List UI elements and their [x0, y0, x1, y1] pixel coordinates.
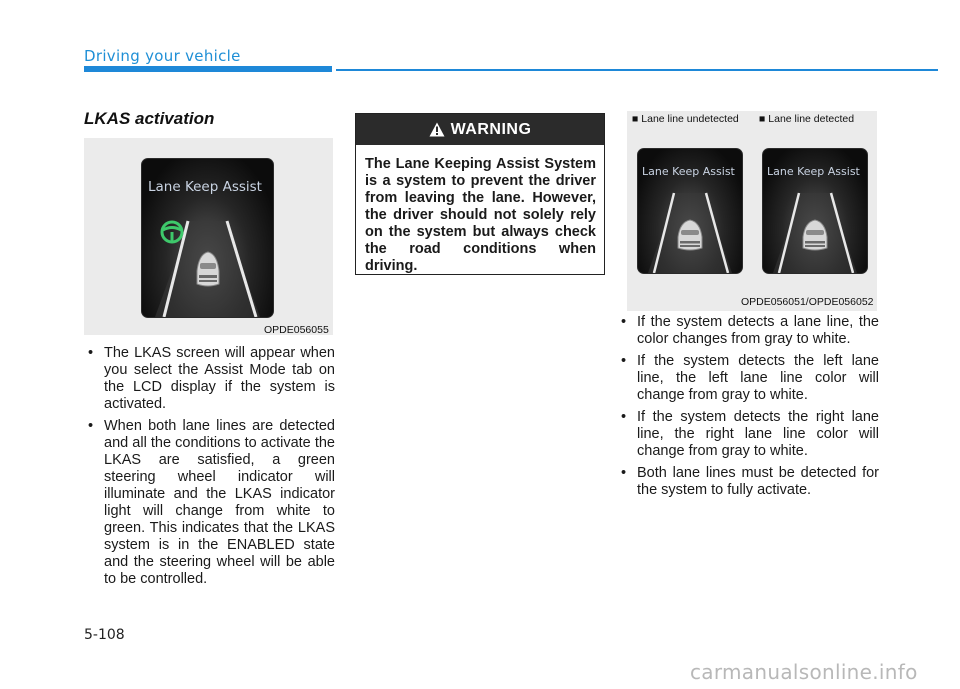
- watermark[interactable]: carmanualsonline.info: [690, 660, 918, 684]
- screen-title: Lane Keep Assist: [148, 179, 262, 195]
- section-title: Driving your vehicle: [84, 47, 241, 65]
- page-number: 5-108: [84, 627, 125, 643]
- lane-scene: [142, 159, 273, 317]
- cluster-screen-undetected: [637, 148, 743, 274]
- warning-box: [355, 113, 605, 275]
- legend-lane-undetected: ■ Lane line undetected: [632, 113, 739, 125]
- warning-text: The Lane Keeping Assist System is a system to prevent the driver from leaving the lane. However, the driver should not solely rely on the system but always check the road conditions when driving.: [365, 156, 596, 274]
- steering-wheel-indicator-icon: [162, 222, 182, 242]
- cluster-screen-detected: [762, 148, 868, 274]
- figure-code: OPDE056051/OPDE056052: [741, 296, 874, 308]
- list-item: • If the system detects the right lane line, the right lane line color will change from gray to white.: [617, 409, 879, 460]
- right-bullet-list: [617, 314, 879, 504]
- warning-title: WARNING: [450, 120, 532, 138]
- figure-code: OPDE056055: [264, 324, 329, 336]
- cluster-screen: [141, 158, 274, 318]
- lane-scene: [763, 149, 867, 273]
- list-item: • When both lane lines are detected and all the conditions to activate the LKAS are satisfied, a green steering wheel indicator will illuminate and the LKAS indicator light will change from white to green. This indicates that the LKAS system is in the ENABLED state and the steering wheel will be able to be controlled.: [84, 418, 335, 588]
- warning-header: [356, 114, 604, 145]
- warning-triangle-icon: [429, 122, 445, 137]
- list-item: • The LKAS screen will appear when you select the Assist Mode tab on the LCD display if the system is activated.: [84, 345, 335, 413]
- lkas-activation-heading: LKAS activation: [84, 109, 215, 128]
- header-rule-thick: [84, 66, 332, 72]
- lane-scene: [638, 149, 742, 273]
- list-item: • If the system detects the left lane line, the left lane line color will change from gray to white.: [617, 353, 879, 404]
- list-item: • If the system detects a lane line, the color changes from gray to white.: [617, 314, 879, 348]
- lkas-screen-figure: [84, 138, 333, 335]
- screen-title: Lane Keep Assist: [642, 165, 735, 178]
- list-item: • Both lane lines must be detected for the system to fully activate.: [617, 465, 879, 499]
- lane-detection-figure: [627, 111, 877, 311]
- left-bullet-list: [84, 345, 335, 593]
- screen-title: Lane Keep Assist: [767, 165, 860, 178]
- header-rule-thin: [336, 69, 938, 71]
- legend-lane-detected: ■ Lane line detected: [759, 113, 855, 125]
